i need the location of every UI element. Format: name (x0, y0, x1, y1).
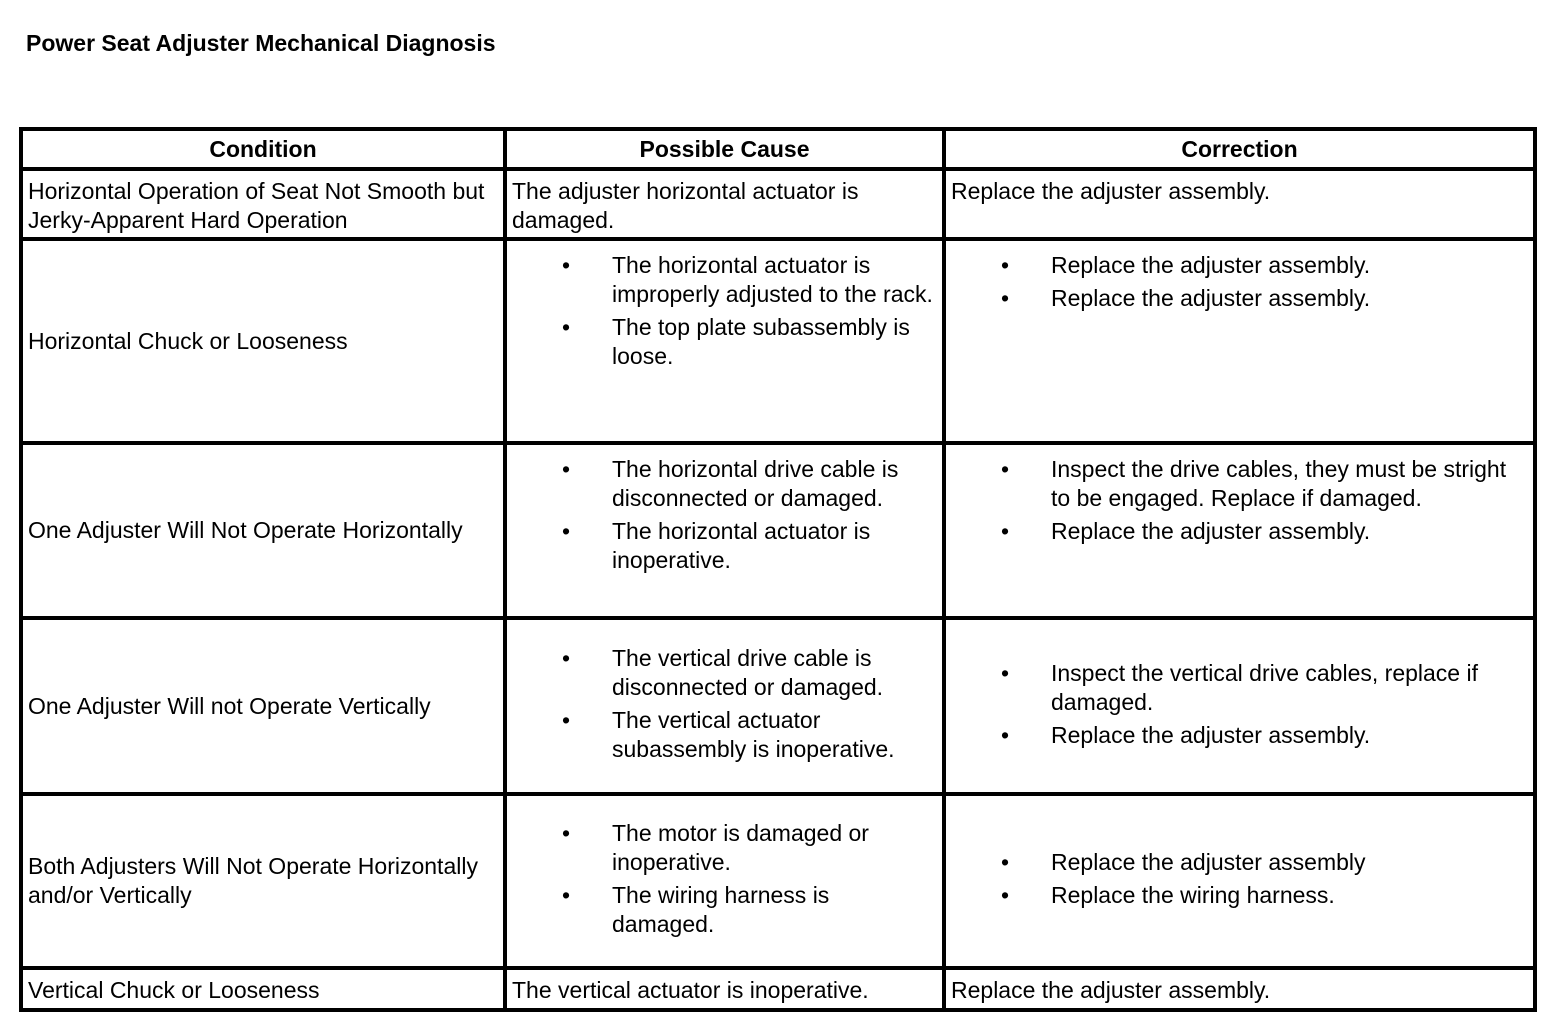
condition-cell: One Adjuster Will Not Operate Horizontally (21, 443, 505, 618)
condition-cell: Horizontal Chuck or Looseness (21, 239, 505, 443)
condition-cell: Both Adjusters Will Not Operate Horizontally and/or Vertically (21, 794, 505, 968)
list-item: • The horizontal actuator is improperly adjusted to the rack. (507, 251, 936, 309)
correction-list (946, 659, 1527, 750)
cause-cell (505, 618, 944, 794)
list-item: • Replace the wiring harness. (946, 881, 1527, 910)
table-row (21, 443, 1535, 618)
page-title: Power Seat Adjuster Mechanical Diagnosis (26, 30, 496, 56)
table-row (21, 618, 1535, 794)
condition-cell: Horizontal Operation of Seat Not Smooth but Jerky-Apparent Hard Operation (21, 169, 505, 239)
table-header-row (21, 129, 1535, 169)
list-item: • Replace the adjuster assembly. (946, 251, 1527, 280)
list-item: • The wiring harness is damaged. (507, 881, 936, 939)
header-condition: Condition (21, 129, 505, 169)
list-item: • The top plate subassembly is loose. (507, 313, 936, 371)
condition-cell: Vertical Chuck or Looseness (21, 968, 505, 1010)
cause-cell: The vertical actuator is inoperative. (505, 968, 944, 1010)
list-item: • Inspect the drive cables, they must be stright to be engaged. Replace if damaged. (946, 455, 1527, 513)
list-item: • The horizontal drive cable is disconnected or damaged. (507, 455, 936, 513)
list-item: • Replace the adjuster assembly. (946, 517, 1527, 546)
list-item: • The motor is damaged or inoperative. (507, 819, 936, 877)
list-item: • The vertical actuator subassembly is inoperative. (507, 706, 936, 764)
cause-list (507, 819, 936, 939)
list-item: • Replace the adjuster assembly. (946, 284, 1527, 313)
correction-list (946, 848, 1527, 910)
table-row (21, 169, 1535, 239)
correction-cell (944, 794, 1535, 968)
header-possible-cause: Possible Cause (505, 129, 944, 169)
list-item: • The horizontal actuator is inoperative. (507, 517, 936, 575)
diagnosis-table (19, 127, 1537, 1012)
correction-cell: Replace the adjuster assembly. (944, 968, 1535, 1010)
table-row (21, 239, 1535, 443)
list-item: • Inspect the vertical drive cables, replace if damaged. (946, 659, 1527, 717)
correction-cell: Replace the adjuster assembly. (944, 169, 1535, 239)
table-row (21, 794, 1535, 968)
table-row (21, 968, 1535, 1010)
header-correction: Correction (944, 129, 1535, 169)
correction-list (946, 455, 1527, 546)
correction-list (946, 251, 1527, 313)
cause-cell (505, 794, 944, 968)
condition-cell: One Adjuster Will not Operate Vertically (21, 618, 505, 794)
cause-list (507, 251, 936, 371)
list-item: • The vertical drive cable is disconnected or damaged. (507, 644, 936, 702)
correction-cell (944, 618, 1535, 794)
list-item: • Replace the adjuster assembly. (946, 721, 1527, 750)
cause-cell: The adjuster horizontal actuator is damaged. (505, 169, 944, 239)
list-item: • Replace the adjuster assembly (946, 848, 1527, 877)
correction-cell (944, 239, 1535, 443)
cause-cell (505, 443, 944, 618)
cause-list (507, 455, 936, 575)
correction-cell (944, 443, 1535, 618)
cause-cell (505, 239, 944, 443)
cause-list (507, 644, 936, 764)
